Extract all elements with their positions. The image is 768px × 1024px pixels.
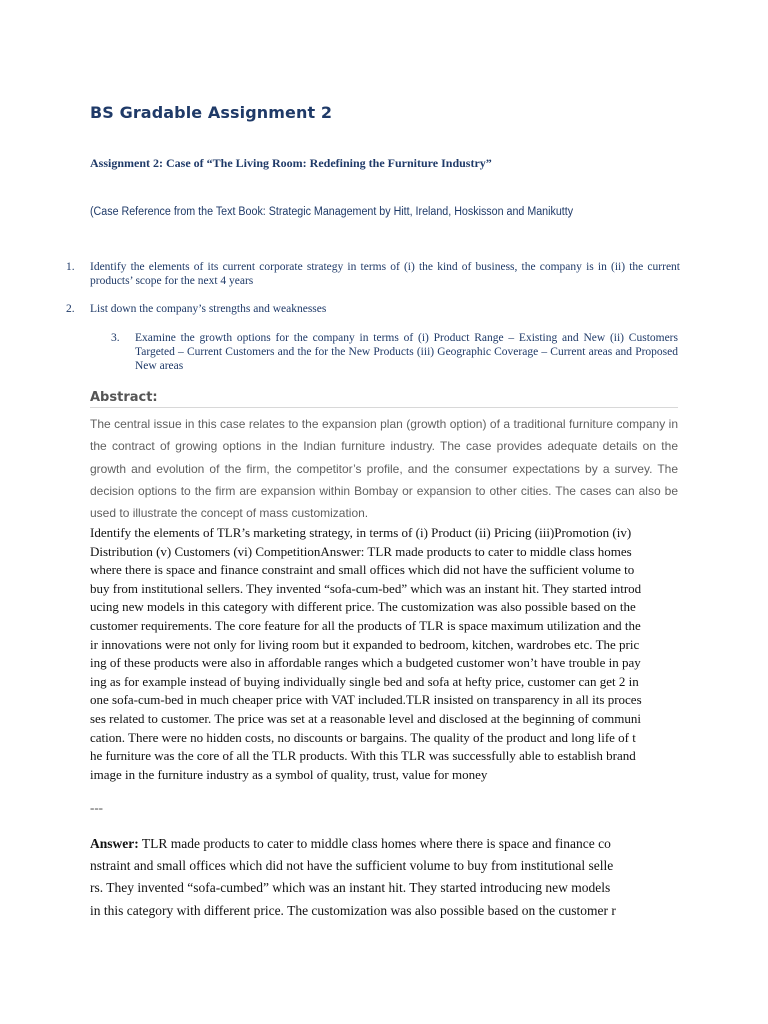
body-paragraph [90,524,682,784]
body-line: image in the furniture industry as a symbol of quality, trust, value for money [90,766,488,782]
assignment-subtitle: Assignment 2: Case of “The Living Room: Redefining the Furniture Industry” [90,156,492,170]
answer-line [90,833,682,855]
answer-line-text: TLR made products to cater to middle class homes where there is space and finance co [138,836,611,851]
body-line: Distribution (v) Customers (vi) CompetitionAnswer: TLR made products to cater to middle class homes [90,543,632,559]
body-line: he furniture was the core of all the TLR products. With this TLR was successfully able to establish brand [90,748,636,764]
question-text: List down the company’s strengths and weaknesses [90,303,327,315]
document-title: BS Gradable Assignment 2 [90,103,333,122]
question-item [66,260,680,288]
abstract-heading: Abstract: [90,390,158,405]
body-line: customer requirements. The core feature for all the products of TLR is space maximum utilization and the [90,617,641,633]
question-number: 3. [111,332,120,344]
question-text: Identify the elements of its current corporate strategy in terms of (i) the kind of business, the company is in (ii) the current products’ scope for the next 4 years [90,261,680,287]
body-line: ing as for example instead of buying individually single bed and sofa at hefty price, customer can get 2 in [90,673,639,689]
body-line: ing of these products were also in affordable ranges which a budgeted customer won’t have trouble in pay [90,655,641,671]
body-line: where there is space and finance constraint and small offices which did not have the sufficient volume to [90,562,635,578]
body-line: one sofa-cum-bed in much cheaper price with VAT included.TLR insisted on transparency in all its proces [90,692,642,708]
question-number: 1. [66,261,75,273]
answer-paragraph [90,833,682,922]
abstract-text: The central issue in this case relates to the expansion plan (growth option) of a traditional furniture company in the contract of growing options in the Indian furniture industry. The case provides adequate details on the growth and evolution of the firm, the competitor’s profile, and the consumer expectations by a survey. The decision options to the firm are expansion within Bombay or expansion to other cities. The cases can also be used to illustrate the concept of mass customization. [90,417,678,521]
answer-line: nstraint and small offices which did not have the sufficient volume to buy from institutional selle [90,858,614,874]
question-item [111,331,678,373]
body-line: ses related to customer. The price was set at a reasonable level and disclosed at the beginning of communi [90,710,642,726]
body-line: Identify the elements of TLR’s marketing strategy, in terms of (i) Product (ii) Pricing (iii)Promotion (iv) [90,525,632,540]
answer-line: rs. They invented “sofa-cumbed” which was an instant hit. They started introducing new models [90,880,611,896]
abstract-divider [90,407,678,408]
body-line: ir innovations were not only for living room but it expanded to bedroom, kitchen, wardrobes etc. The pric [90,636,640,652]
section-separator: --- [90,800,103,815]
answer-line: in this category with different price. The customization was also possible based on the customer r [90,902,616,918]
question-number: 2. [66,303,75,315]
question-item [66,302,680,316]
body-line: cation. There were no hidden costs, no discounts or bargains. The quality of the product and long life of t [90,729,636,745]
answer-label: Answer: [90,836,139,851]
question-text: Examine the growth options for the company in terms of (i) Product Range – Existing and New (ii) Customers Targeted – Current Customers and the for the New Products (iii) Geographic Coverage – Current areas and Proposed New areas [135,332,678,372]
body-line: ucing new models in this category with different price. The customization was also possible based on the [90,599,636,615]
case-reference: (Case Reference from the Text Book: Strategic Management by Hitt, Ireland, Hoskisson and Manikutty [90,206,574,218]
body-line: buy from institutional sellers. They invented “sofa-cum-bed” which was an instant hit. They started introd [90,580,642,596]
